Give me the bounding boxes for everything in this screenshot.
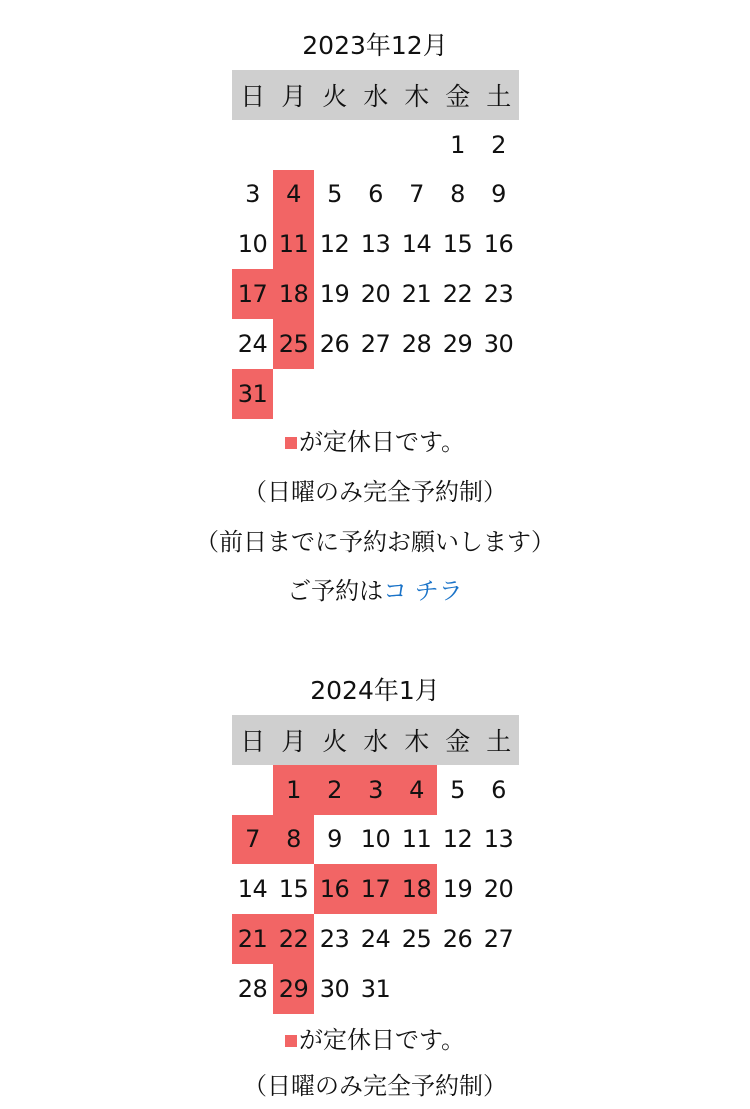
empty-cell <box>478 369 519 419</box>
weekday-header: 土 <box>478 70 519 120</box>
reservation-line <box>0 573 750 609</box>
weekday-header: 日 <box>232 70 273 120</box>
day-cell: 24 <box>237 329 268 358</box>
closed-day-cell: 11 <box>273 219 314 269</box>
weekday-header: 水 <box>355 70 396 120</box>
calendar-grid <box>232 715 519 1014</box>
weekday-header: 日 <box>232 715 273 765</box>
day-cell: 7 <box>409 180 424 209</box>
legend-square-icon <box>285 437 297 449</box>
day-cell: 12 <box>319 230 350 259</box>
legend-text: が定休日です。 <box>298 1026 466 1054</box>
weekday-header: 水 <box>355 715 396 765</box>
day-cell: 20 <box>483 875 514 904</box>
day-cell: 19 <box>319 280 350 309</box>
closed-day-cell: 22 <box>273 914 314 964</box>
day-cell: 10 <box>360 825 391 854</box>
day-cell: 26 <box>442 925 473 954</box>
day-cell: 5 <box>327 180 342 209</box>
day-cell: 1 <box>450 130 465 159</box>
closed-day-cell: 8 <box>273 815 314 865</box>
empty-cell <box>355 369 396 419</box>
sunday-reservation-note: （日曜のみ完全予約制） <box>243 478 507 506</box>
day-cell: 12 <box>442 825 473 854</box>
day-cell: 30 <box>483 329 514 358</box>
legend-text: が定休日です。 <box>298 428 466 456</box>
day-cell: 15 <box>442 230 473 259</box>
day-cell: 3 <box>245 180 260 209</box>
day-cell: 15 <box>278 875 309 904</box>
empty-cell <box>314 369 355 419</box>
day-cell: 19 <box>442 875 473 904</box>
day-cell: 16 <box>483 230 514 259</box>
day-cell: 23 <box>483 280 514 309</box>
weekday-header: 金 <box>437 70 478 120</box>
empty-cell <box>396 964 437 1014</box>
day-cell: 6 <box>491 775 506 804</box>
day-cell: 8 <box>450 180 465 209</box>
calendar-grid <box>232 70 519 419</box>
closed-day-cell: 4 <box>396 765 437 815</box>
day-cell: 22 <box>442 280 473 309</box>
closed-day-cell: 1 <box>273 765 314 815</box>
empty-cell <box>396 369 437 419</box>
day-cell: 28 <box>401 329 432 358</box>
sunday-reservation-note: （日曜のみ完全予約制） <box>243 1072 507 1100</box>
weekday-header: 月 <box>273 715 314 765</box>
closed-day-cell: 2 <box>314 765 355 815</box>
day-cell: 20 <box>360 280 391 309</box>
closed-day-cell: 29 <box>273 964 314 1014</box>
day-cell: 11 <box>401 825 432 854</box>
legend-square-icon <box>285 1035 297 1047</box>
weekday-header: 木 <box>396 715 437 765</box>
day-cell: 30 <box>319 974 350 1003</box>
day-cell: 27 <box>360 329 391 358</box>
closed-day-cell: 7 <box>232 815 273 865</box>
empty-cell <box>273 369 314 419</box>
day-cell: 13 <box>483 825 514 854</box>
calendar-title: 2024年1月 <box>310 676 440 705</box>
calendar-title: 2023年12月 <box>302 31 448 60</box>
empty-cell <box>478 964 519 1014</box>
closed-day-cell: 3 <box>355 765 396 815</box>
day-cell: 31 <box>360 974 391 1003</box>
closed-day-cell: 25 <box>273 319 314 369</box>
weekday-header: 金 <box>437 715 478 765</box>
day-cell: 5 <box>450 775 465 804</box>
day-cell: 14 <box>401 230 432 259</box>
empty-cell <box>314 120 355 170</box>
closed-day-cell: 17 <box>355 864 396 914</box>
day-cell: 13 <box>360 230 391 259</box>
closed-day-cell: 18 <box>273 269 314 319</box>
closed-day-cell: 31 <box>232 369 273 419</box>
closed-day-cell: 18 <box>396 864 437 914</box>
empty-cell <box>232 765 273 815</box>
weekday-header: 木 <box>396 70 437 120</box>
empty-cell <box>437 964 478 1014</box>
day-cell: 9 <box>491 180 506 209</box>
day-cell: 21 <box>401 280 432 309</box>
day-cell: 26 <box>319 329 350 358</box>
day-cell: 28 <box>237 974 268 1003</box>
legend-note <box>0 424 750 460</box>
day-cell: 14 <box>237 875 268 904</box>
weekday-header: 土 <box>478 715 519 765</box>
reservation-prefix: ご予約は <box>287 577 384 605</box>
legend-note <box>0 1022 750 1058</box>
day-cell: 10 <box>237 230 268 259</box>
closed-day-cell: 4 <box>273 170 314 220</box>
day-cell: 27 <box>483 925 514 954</box>
closed-day-cell: 16 <box>314 864 355 914</box>
day-cell: 2 <box>491 130 506 159</box>
reservation-link[interactable]: コ チラ <box>383 577 463 605</box>
day-cell: 29 <box>442 329 473 358</box>
day-cell: 24 <box>360 925 391 954</box>
weekday-header: 火 <box>314 70 355 120</box>
weekday-header: 火 <box>314 715 355 765</box>
advance-reservation-note: （前日までに予約お願いします） <box>195 528 555 556</box>
empty-cell <box>232 120 273 170</box>
empty-cell <box>273 120 314 170</box>
closed-day-cell: 21 <box>232 914 273 964</box>
day-cell: 9 <box>327 825 342 854</box>
day-cell: 25 <box>401 925 432 954</box>
closed-day-cell: 17 <box>232 269 273 319</box>
empty-cell <box>396 120 437 170</box>
day-cell: 6 <box>368 180 383 209</box>
weekday-header: 月 <box>273 70 314 120</box>
empty-cell <box>437 369 478 419</box>
day-cell: 23 <box>319 925 350 954</box>
empty-cell <box>355 120 396 170</box>
